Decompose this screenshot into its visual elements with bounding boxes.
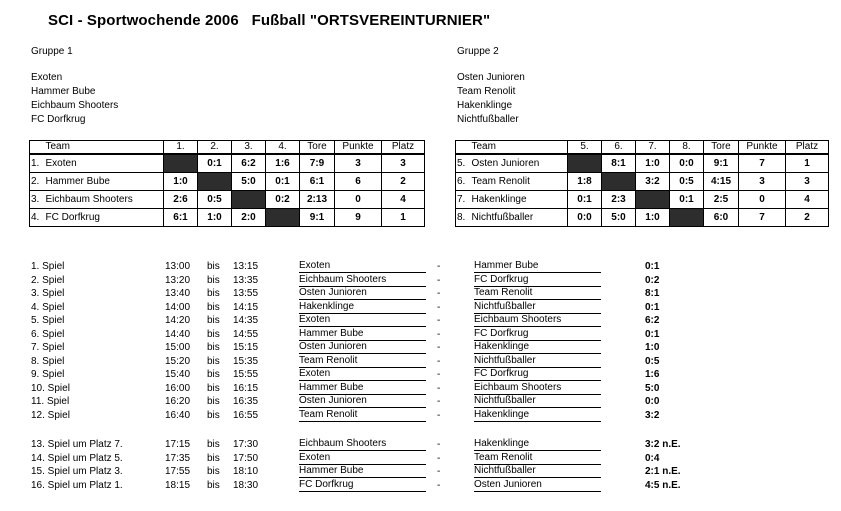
- match-end-time: 18:10: [233, 466, 259, 477]
- header-cell: 2.: [198, 141, 232, 155]
- score-cell: 1:0: [164, 173, 198, 191]
- group1-label: Gruppe 1: [31, 46, 73, 57]
- match-row: [0, 355, 841, 368]
- match-time-separator: bis: [207, 274, 220, 286]
- points-cell: 9: [335, 209, 382, 227]
- score-cell: 5:0: [602, 209, 636, 227]
- rank-cell: 2: [382, 173, 425, 191]
- score-cell: 0:1: [266, 173, 300, 191]
- score-cell: 6:2: [232, 154, 266, 173]
- match-away-team: Nichtfußballer: [474, 465, 601, 478]
- match-end-time: 14:15: [233, 301, 259, 313]
- match-dash: -: [437, 288, 441, 299]
- match-time-separator: bis: [207, 439, 220, 450]
- match-away-team: Nichtfußballer: [474, 301, 601, 314]
- match-start-time: 16:20: [165, 396, 191, 407]
- match-time-separator: bis: [207, 369, 220, 380]
- match-dash: -: [437, 301, 441, 313]
- header-cell: Tore: [300, 141, 335, 155]
- match-away-team: Hammer Bube: [474, 260, 601, 273]
- match-time-separator: bis: [207, 328, 220, 340]
- points-cell: 0: [335, 191, 382, 209]
- header-cell: Team: [44, 141, 164, 155]
- header-cell: Punkte: [335, 141, 382, 155]
- match-dash: -: [437, 261, 441, 272]
- match-label: 6. Spiel: [31, 328, 65, 340]
- match-home-team: Team Renolit: [299, 355, 426, 368]
- goals-cell: 2:5: [704, 191, 739, 209]
- group1-team: Hammer Bube: [31, 86, 96, 97]
- rank-cell: 2: [786, 209, 829, 227]
- match-row: [0, 368, 841, 381]
- score-cell: 0:0: [670, 154, 704, 173]
- match-time-separator: bis: [207, 355, 220, 367]
- match-time-separator: bis: [207, 342, 220, 353]
- score-cell: 0:0: [568, 209, 602, 227]
- match-start-time: 15:00: [165, 342, 191, 353]
- match-dash: -: [437, 382, 441, 394]
- match-home-team: Hammer Bube: [299, 465, 426, 478]
- match-row: [0, 465, 841, 478]
- match-dash: -: [437, 439, 441, 450]
- header-cell: 8.: [670, 141, 704, 155]
- rank-cell: 1: [382, 209, 425, 227]
- match-label: 8. Spiel: [31, 355, 65, 367]
- row-number: 7.: [456, 191, 470, 209]
- match-end-time: 16:55: [233, 409, 259, 421]
- rank-cell: 3: [786, 173, 829, 191]
- team-name: Eichbaum Shooters: [44, 191, 164, 209]
- row-number: 4.: [30, 209, 44, 227]
- match-end-time: 14:35: [233, 315, 259, 326]
- match-dash: -: [437, 466, 441, 477]
- group2-label: Gruppe 2: [457, 46, 499, 57]
- match-time-separator: bis: [207, 301, 220, 313]
- match-row: [0, 274, 841, 287]
- score-cell: 6:1: [164, 209, 198, 227]
- score-cell: 0:1: [670, 191, 704, 209]
- match-result: 1:0: [645, 342, 660, 353]
- match-label: 10. Spiel: [31, 382, 70, 394]
- team-name: Hakenklinge: [470, 191, 568, 209]
- header-cell: Platz: [786, 141, 829, 155]
- match-end-time: 18:30: [233, 479, 259, 491]
- match-end-time: 17:50: [233, 452, 259, 464]
- score-cell: 1:0: [636, 209, 670, 227]
- score-cell: 0:5: [670, 173, 704, 191]
- team-name: Team Renolit: [470, 173, 568, 191]
- match-row: [0, 382, 841, 395]
- match-away-team: Team Renolit: [474, 287, 601, 300]
- match-time-separator: bis: [207, 396, 220, 407]
- match-time-separator: bis: [207, 409, 220, 421]
- match-label: 4. Spiel: [31, 301, 65, 313]
- match-time-separator: bis: [207, 382, 220, 394]
- match-row: [0, 452, 841, 465]
- match-dash: -: [437, 369, 441, 380]
- match-result: 0:1: [645, 301, 660, 313]
- score-cell: 1:6: [266, 154, 300, 173]
- match-time-separator: bis: [207, 466, 220, 477]
- match-away-team: FC Dorfkrug: [474, 328, 601, 341]
- match-row: [0, 341, 841, 354]
- match-home-team: Hammer Bube: [299, 328, 426, 341]
- score-cell: 3:2: [636, 173, 670, 191]
- match-end-time: 13:55: [233, 288, 259, 299]
- match-end-time: 13:15: [233, 261, 259, 272]
- match-result: 1:6: [645, 369, 660, 380]
- header-cell: Team: [470, 141, 568, 155]
- match-home-team: Hammer Bube: [299, 382, 426, 395]
- match-away-team: Eichbaum Shooters: [474, 382, 601, 395]
- match-label: 14. Spiel um Platz 5.: [31, 452, 123, 464]
- match-time-separator: bis: [207, 315, 220, 326]
- match-row: [0, 260, 841, 273]
- group2-team: Hakenklinge: [457, 100, 513, 111]
- match-home-team: Osten Junioren: [299, 287, 426, 300]
- match-row: [0, 301, 841, 314]
- goals-cell: 4:15: [704, 173, 739, 191]
- match-home-team: Exoten: [299, 260, 426, 273]
- team-name: Nichtfußballer: [470, 209, 568, 227]
- match-time-separator: bis: [207, 261, 220, 272]
- points-cell: 3: [335, 154, 382, 173]
- match-dash: -: [437, 452, 441, 464]
- match-start-time: 17:15: [165, 439, 191, 450]
- match-dash: -: [437, 396, 441, 407]
- points-cell: 3: [739, 173, 786, 191]
- match-end-time: 16:35: [233, 396, 259, 407]
- match-label: 7. Spiel: [31, 342, 65, 353]
- team-name: Hammer Bube: [44, 173, 164, 191]
- points-cell: 0: [739, 191, 786, 209]
- match-time-separator: bis: [207, 479, 220, 491]
- match-start-time: 16:40: [165, 409, 191, 421]
- group2-team: Nichtfußballer: [457, 114, 519, 125]
- match-result: 3:2 n.E.: [645, 439, 681, 450]
- match-result: 0:5: [645, 355, 660, 367]
- group1-team: Exoten: [31, 72, 63, 83]
- group2-team: Osten Junioren: [457, 72, 525, 83]
- match-end-time: 16:15: [233, 382, 259, 394]
- match-home-team: Hakenklinge: [299, 301, 426, 314]
- score-cell: 2:6: [164, 191, 198, 209]
- match-row: [0, 479, 841, 492]
- points-cell: 7: [739, 154, 786, 173]
- match-dash: -: [437, 315, 441, 326]
- match-dash: -: [437, 355, 441, 367]
- header-cell: 4.: [266, 141, 300, 155]
- header-cell: 5.: [568, 141, 602, 155]
- match-start-time: 16:00: [165, 382, 191, 394]
- match-end-time: 15:35: [233, 355, 259, 367]
- match-result: 3:2: [645, 409, 660, 421]
- match-result: 5:0: [645, 382, 660, 394]
- group1-team: FC Dorfkrug: [31, 114, 86, 125]
- score-cell: 0:2: [266, 191, 300, 209]
- goals-cell: 9:1: [704, 154, 739, 173]
- match-result: 8:1: [645, 288, 660, 299]
- match-home-team: Osten Junioren: [299, 341, 426, 354]
- team-name: Osten Junioren: [470, 154, 568, 173]
- header-cell: 7.: [636, 141, 670, 155]
- match-home-team: Exoten: [299, 368, 426, 381]
- match-dash: -: [437, 328, 441, 340]
- score-cell: 2:0: [232, 209, 266, 227]
- match-row: [0, 287, 841, 300]
- match-away-team: Eichbaum Shooters: [474, 314, 601, 327]
- row-number: 5.: [456, 154, 470, 173]
- match-end-time: 15:55: [233, 369, 259, 380]
- match-time-separator: bis: [207, 288, 220, 299]
- match-label: 5. Spiel: [31, 315, 65, 326]
- match-end-time: 14:55: [233, 328, 259, 340]
- match-row: [0, 395, 841, 408]
- score-cell: 5:0: [232, 173, 266, 191]
- score-cell: 8:1: [602, 154, 636, 173]
- match-result: 0:2: [645, 274, 660, 286]
- match-start-time: 18:15: [165, 479, 191, 491]
- page-title: SCI - Sportwochende 2006 Fußball "ORTSVEREINTURNIER": [48, 12, 491, 29]
- match-away-team: Nichtfußballer: [474, 395, 601, 408]
- match-dash: -: [437, 479, 441, 491]
- match-result: 4:5 n.E.: [645, 479, 681, 491]
- match-end-time: 15:15: [233, 342, 259, 353]
- match-label: 15. Spiel um Platz 3.: [31, 466, 123, 477]
- header-cell: Tore: [704, 141, 739, 155]
- match-start-time: 13:00: [165, 261, 191, 272]
- match-label: 2. Spiel: [31, 274, 65, 286]
- match-home-team: Eichbaum Shooters: [299, 438, 426, 451]
- match-dash: -: [437, 342, 441, 353]
- points-cell: 6: [335, 173, 382, 191]
- match-dash: -: [437, 409, 441, 421]
- match-home-team: Exoten: [299, 452, 426, 465]
- match-away-team: Nichtfußballer: [474, 355, 601, 368]
- match-time-separator: bis: [207, 452, 220, 464]
- match-away-team: FC Dorfkrug: [474, 274, 601, 287]
- match-result: 0:4: [645, 452, 660, 464]
- team-name: FC Dorfkrug: [44, 209, 164, 227]
- header-cell: 3.: [232, 141, 266, 155]
- match-home-team: Eichbaum Shooters: [299, 274, 426, 287]
- match-away-team: FC Dorfkrug: [474, 368, 601, 381]
- match-row: [0, 409, 841, 422]
- match-start-time: 15:40: [165, 369, 191, 380]
- row-number: 3.: [30, 191, 44, 209]
- match-row: [0, 328, 841, 341]
- rank-cell: 1: [786, 154, 829, 173]
- match-end-time: 13:35: [233, 274, 259, 286]
- team-name: Exoten: [44, 154, 164, 173]
- match-row: [0, 438, 841, 451]
- match-label: 3. Spiel: [31, 288, 65, 299]
- score-cell: 2:3: [602, 191, 636, 209]
- match-start-time: 14:00: [165, 301, 191, 313]
- match-result: 0:1: [645, 261, 660, 272]
- header-cell: 6.: [602, 141, 636, 155]
- row-number: 8.: [456, 209, 470, 227]
- match-result: 0:1: [645, 328, 660, 340]
- row-number: 6.: [456, 173, 470, 191]
- points-cell: 7: [739, 209, 786, 227]
- row-number: 2.: [30, 173, 44, 191]
- header-cell: 1.: [164, 141, 198, 155]
- goals-cell: 7:9: [300, 154, 335, 173]
- header-cell: Platz: [382, 141, 425, 155]
- match-start-time: 14:20: [165, 315, 191, 326]
- match-home-team: Team Renolit: [299, 409, 426, 422]
- rank-cell: 3: [382, 154, 425, 173]
- match-start-time: 14:40: [165, 328, 191, 340]
- match-label: 1. Spiel: [31, 261, 65, 272]
- match-start-time: 17:55: [165, 466, 191, 477]
- header-cell: Punkte: [739, 141, 786, 155]
- match-label: 13. Spiel um Platz 7.: [31, 439, 123, 450]
- group1-team: Eichbaum Shooters: [31, 100, 119, 111]
- score-cell: 1:0: [636, 154, 670, 173]
- match-away-team: Osten Junioren: [474, 479, 601, 492]
- match-start-time: 13:20: [165, 274, 191, 286]
- match-row: [0, 314, 841, 327]
- match-dash: -: [437, 274, 441, 286]
- match-result: 0:0: [645, 396, 660, 407]
- group2-team: Team Renolit: [457, 86, 516, 97]
- match-label: 9. Spiel: [31, 369, 65, 380]
- match-start-time: 13:40: [165, 288, 191, 299]
- match-away-team: Hakenklinge: [474, 341, 601, 354]
- match-away-team: Hakenklinge: [474, 438, 601, 451]
- score-cell: 0:1: [198, 154, 232, 173]
- goals-cell: 6:1: [300, 173, 335, 191]
- match-result: 2:1 n.E.: [645, 466, 681, 477]
- goals-cell: 2:13: [300, 191, 335, 209]
- score-cell: 1:0: [198, 209, 232, 227]
- score-cell: 0:5: [198, 191, 232, 209]
- rank-cell: 4: [786, 191, 829, 209]
- goals-cell: 6:0: [704, 209, 739, 227]
- match-home-team: Osten Junioren: [299, 395, 426, 408]
- match-label: 11. Spiel: [31, 396, 70, 407]
- goals-cell: 9:1: [300, 209, 335, 227]
- match-home-team: FC Dorfkrug: [299, 479, 426, 492]
- match-result: 6:2: [645, 315, 660, 326]
- match-start-time: 17:35: [165, 452, 191, 464]
- score-cell: 1:8: [568, 173, 602, 191]
- match-start-time: 15:20: [165, 355, 191, 367]
- match-label: 16. Spiel um Platz 1.: [31, 479, 123, 491]
- rank-cell: 4: [382, 191, 425, 209]
- match-away-team: Hakenklinge: [474, 409, 601, 422]
- match-away-team: Team Renolit: [474, 452, 601, 465]
- match-label: 12. Spiel: [31, 409, 70, 421]
- score-cell: 0:1: [568, 191, 602, 209]
- row-number: 1.: [30, 154, 44, 173]
- match-home-team: Exoten: [299, 314, 426, 327]
- match-end-time: 17:30: [233, 439, 259, 450]
